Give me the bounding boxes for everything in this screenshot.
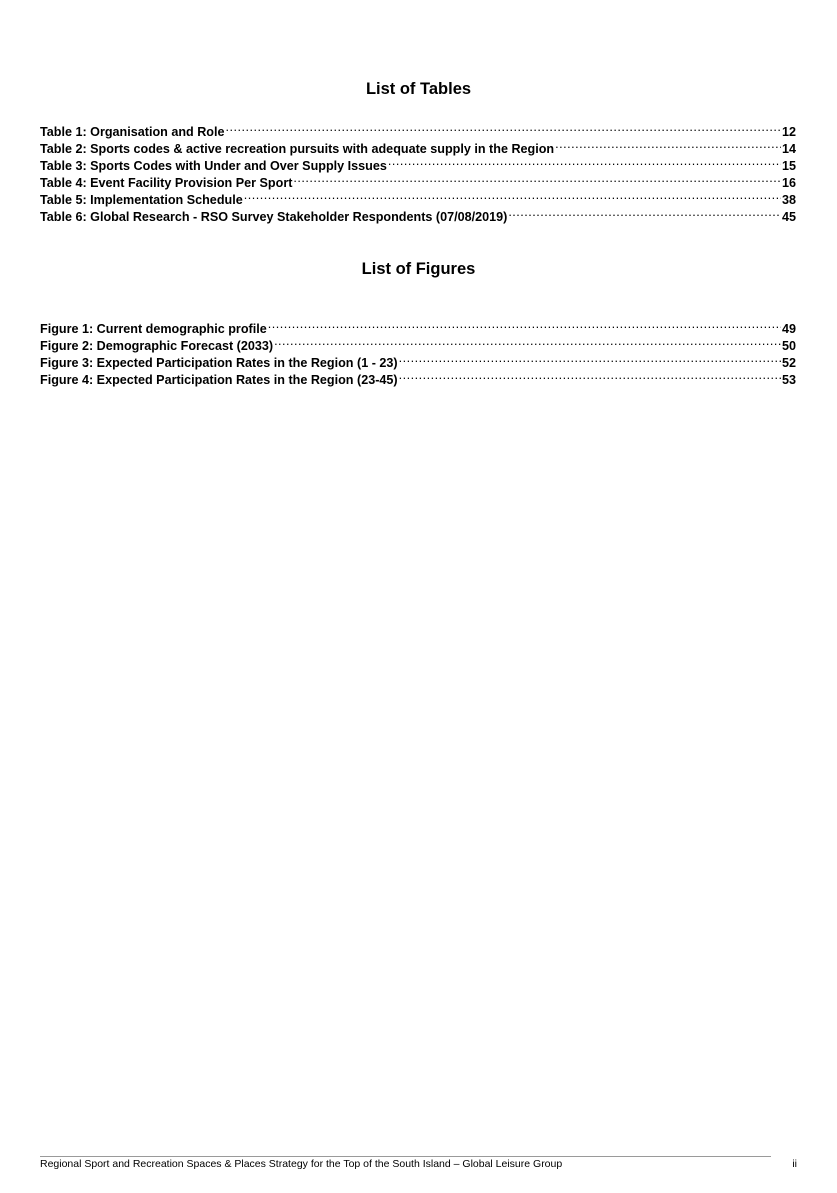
- list-of-tables-title: List of Tables: [365, 80, 472, 98]
- toc-entry-page: 53: [781, 373, 796, 387]
- toc-entry-page: 12: [781, 125, 796, 139]
- toc-entry-label: Figure 1: Current demographic profile: [40, 322, 267, 336]
- toc-entry-page: 15: [781, 159, 796, 173]
- list-of-figures-title: List of Figures: [361, 260, 476, 278]
- footer-divider: [40, 1156, 771, 1157]
- toc-dot-leader: [226, 119, 781, 136]
- toc-entry-page: 16: [781, 176, 796, 190]
- toc-dot-leader: [508, 204, 781, 221]
- toc-entry-figure-1[interactable]: [40, 316, 796, 336]
- footer-page-number: ii: [792, 1158, 797, 1170]
- toc-entry-label: Figure 4: Expected Participation Rates in the Region (23-45): [40, 373, 398, 387]
- toc-dot-leader: [274, 333, 781, 350]
- toc-entry-page: 52: [781, 356, 796, 370]
- toc-entry-label: Table 2: Sports codes & active recreation pursuits with adequate supply in the Region: [40, 142, 555, 156]
- toc-entry-page: 49: [781, 322, 796, 336]
- toc-entry-table-1[interactable]: [40, 119, 796, 139]
- toc-entry-label: Figure 2: Demographic Forecast (2033): [40, 339, 274, 353]
- toc-entry-page: 38: [781, 193, 796, 207]
- toc-entry-label: Table 6: Global Research - RSO Survey Stakeholder Respondents (07/08/2019): [40, 210, 508, 224]
- toc-dot-leader: [399, 350, 781, 367]
- toc-entry-page: 45: [781, 210, 796, 224]
- toc-dot-leader: [555, 136, 781, 153]
- toc-entry-label: Table 4: Event Facility Provision Per Sport: [40, 176, 293, 190]
- toc-entry-page: 50: [781, 339, 796, 353]
- toc-entry-label: Table 5: Implementation Schedule: [40, 193, 243, 207]
- toc-entry-page: 14: [781, 142, 796, 156]
- toc-entry-label: Table 1: Organisation and Role: [40, 125, 225, 139]
- toc-dot-leader: [293, 170, 781, 187]
- toc-dot-leader: [268, 316, 781, 333]
- toc-entry-label: Figure 3: Expected Participation Rates in the Region (1 - 23): [40, 356, 398, 370]
- list-of-tables: [40, 119, 796, 224]
- footer-document-title: Regional Sport and Recreation Spaces & Places Strategy for the Top of the South Island – Global Leisure Group: [40, 1158, 563, 1170]
- toc-dot-leader: [388, 153, 781, 170]
- toc-entry-label: Table 3: Sports Codes with Under and Over Supply Issues: [40, 159, 387, 173]
- toc-dot-leader: [244, 187, 781, 204]
- list-of-figures: [40, 316, 796, 387]
- toc-dot-leader: [399, 367, 781, 384]
